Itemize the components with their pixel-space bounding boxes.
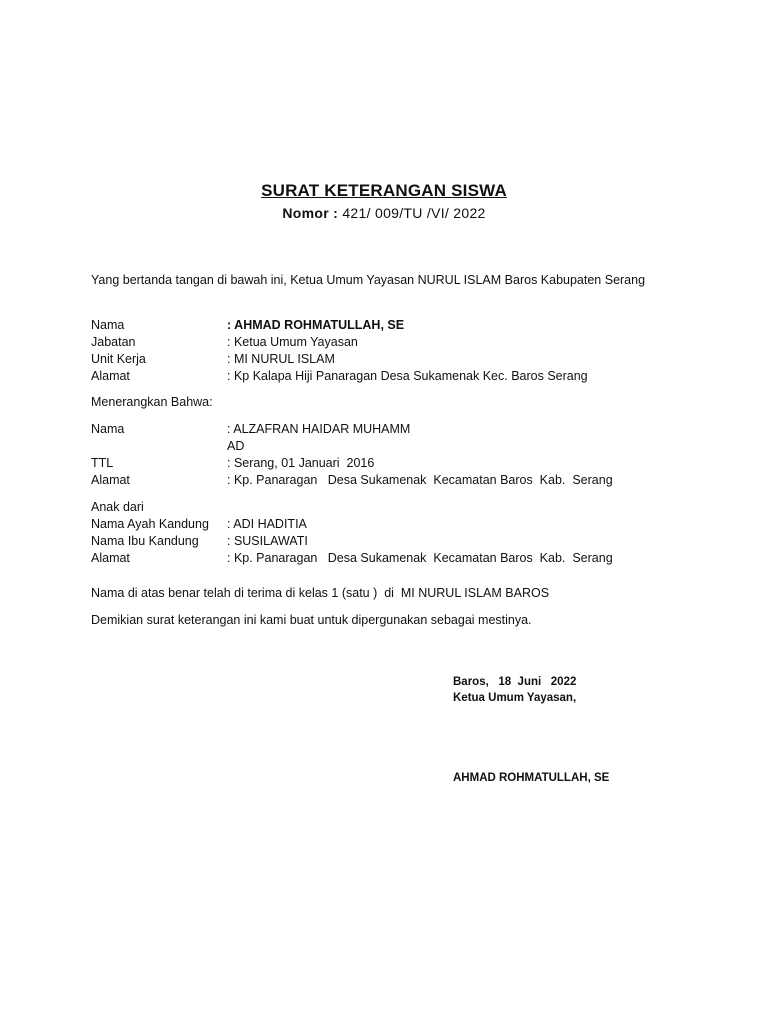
letter-number-label: Nomor : — [282, 205, 339, 221]
closing-text: Demikian surat keterangan ini kami buat untuk dipergunakan sebagai mestinya. — [91, 613, 532, 627]
letter-number — [0, 205, 768, 221]
parents-ayah-label: Nama Ayah Kandung — [91, 517, 209, 531]
letter-number-value: 421/ 009/TU /VI/ 2022 — [342, 205, 486, 221]
intro-paragraph: Yang bertanda tangan di bawah ini, Ketua Umum Yayasan NURUL ISLAM Baros Kabupaten Serang — [91, 273, 646, 287]
parents-ibu-value: : SUSILAWATI — [227, 534, 308, 548]
student-alamat-label: Alamat — [91, 473, 130, 487]
student-ttl-value: : Serang, 01 Januari 2016 — [227, 456, 375, 470]
signature-name: AHMAD ROHMATULLAH, SE — [453, 772, 610, 784]
statement-text: Nama di atas benar telah di terima di kelas 1 (satu ) di MI NURUL ISLAM BAROS — [91, 586, 550, 600]
student-nama-value-continued: AD — [227, 439, 245, 453]
student-alamat-value: : Kp. Panaragan Desa Sukamenak Kecamatan Baros Kab. Serang — [227, 473, 613, 487]
parents-alamat-label: Alamat — [91, 551, 130, 565]
signer-unit-label: Unit Kerja — [91, 352, 146, 366]
student-nama-label: Nama — [91, 422, 125, 436]
parents-ayah-value: : ADI HADITIA — [227, 517, 307, 531]
student-ttl-label: TTL — [91, 456, 114, 470]
parents-alamat-value: : Kp. Panaragan Desa Sukamenak Kecamatan Baros Kab. Serang — [227, 551, 613, 565]
signer-jabatan-value: : Ketua Umum Yayasan — [227, 335, 358, 349]
parents-ibu-label: Nama Ibu Kandung — [91, 534, 199, 548]
signature-place-date: Baros, 18 Juni 2022 — [453, 676, 577, 688]
signer-nama-value: : AHMAD ROHMATULLAH, SE — [227, 318, 405, 332]
signer-nama-label: Nama — [91, 318, 125, 332]
declares-text: Menerangkan Bahwa: — [91, 395, 213, 409]
student-nama-value: : ALZAFRAN HAIDAR MUHAMM — [227, 422, 411, 436]
letter-title: SURAT KETERANGAN SISWA — [261, 181, 507, 200]
signer-unit-value: : MI NURUL ISLAM — [227, 352, 335, 366]
signature-position: Ketua Umum Yayasan, — [453, 692, 577, 704]
signer-alamat-label: Alamat — [91, 369, 130, 383]
signer-alamat-value: : Kp Kalapa Hiji Panaragan Desa Sukamenak Kec. Baros Serang — [227, 369, 588, 383]
parents-heading: Anak dari — [91, 500, 144, 514]
signer-jabatan-label: Jabatan — [91, 335, 136, 349]
